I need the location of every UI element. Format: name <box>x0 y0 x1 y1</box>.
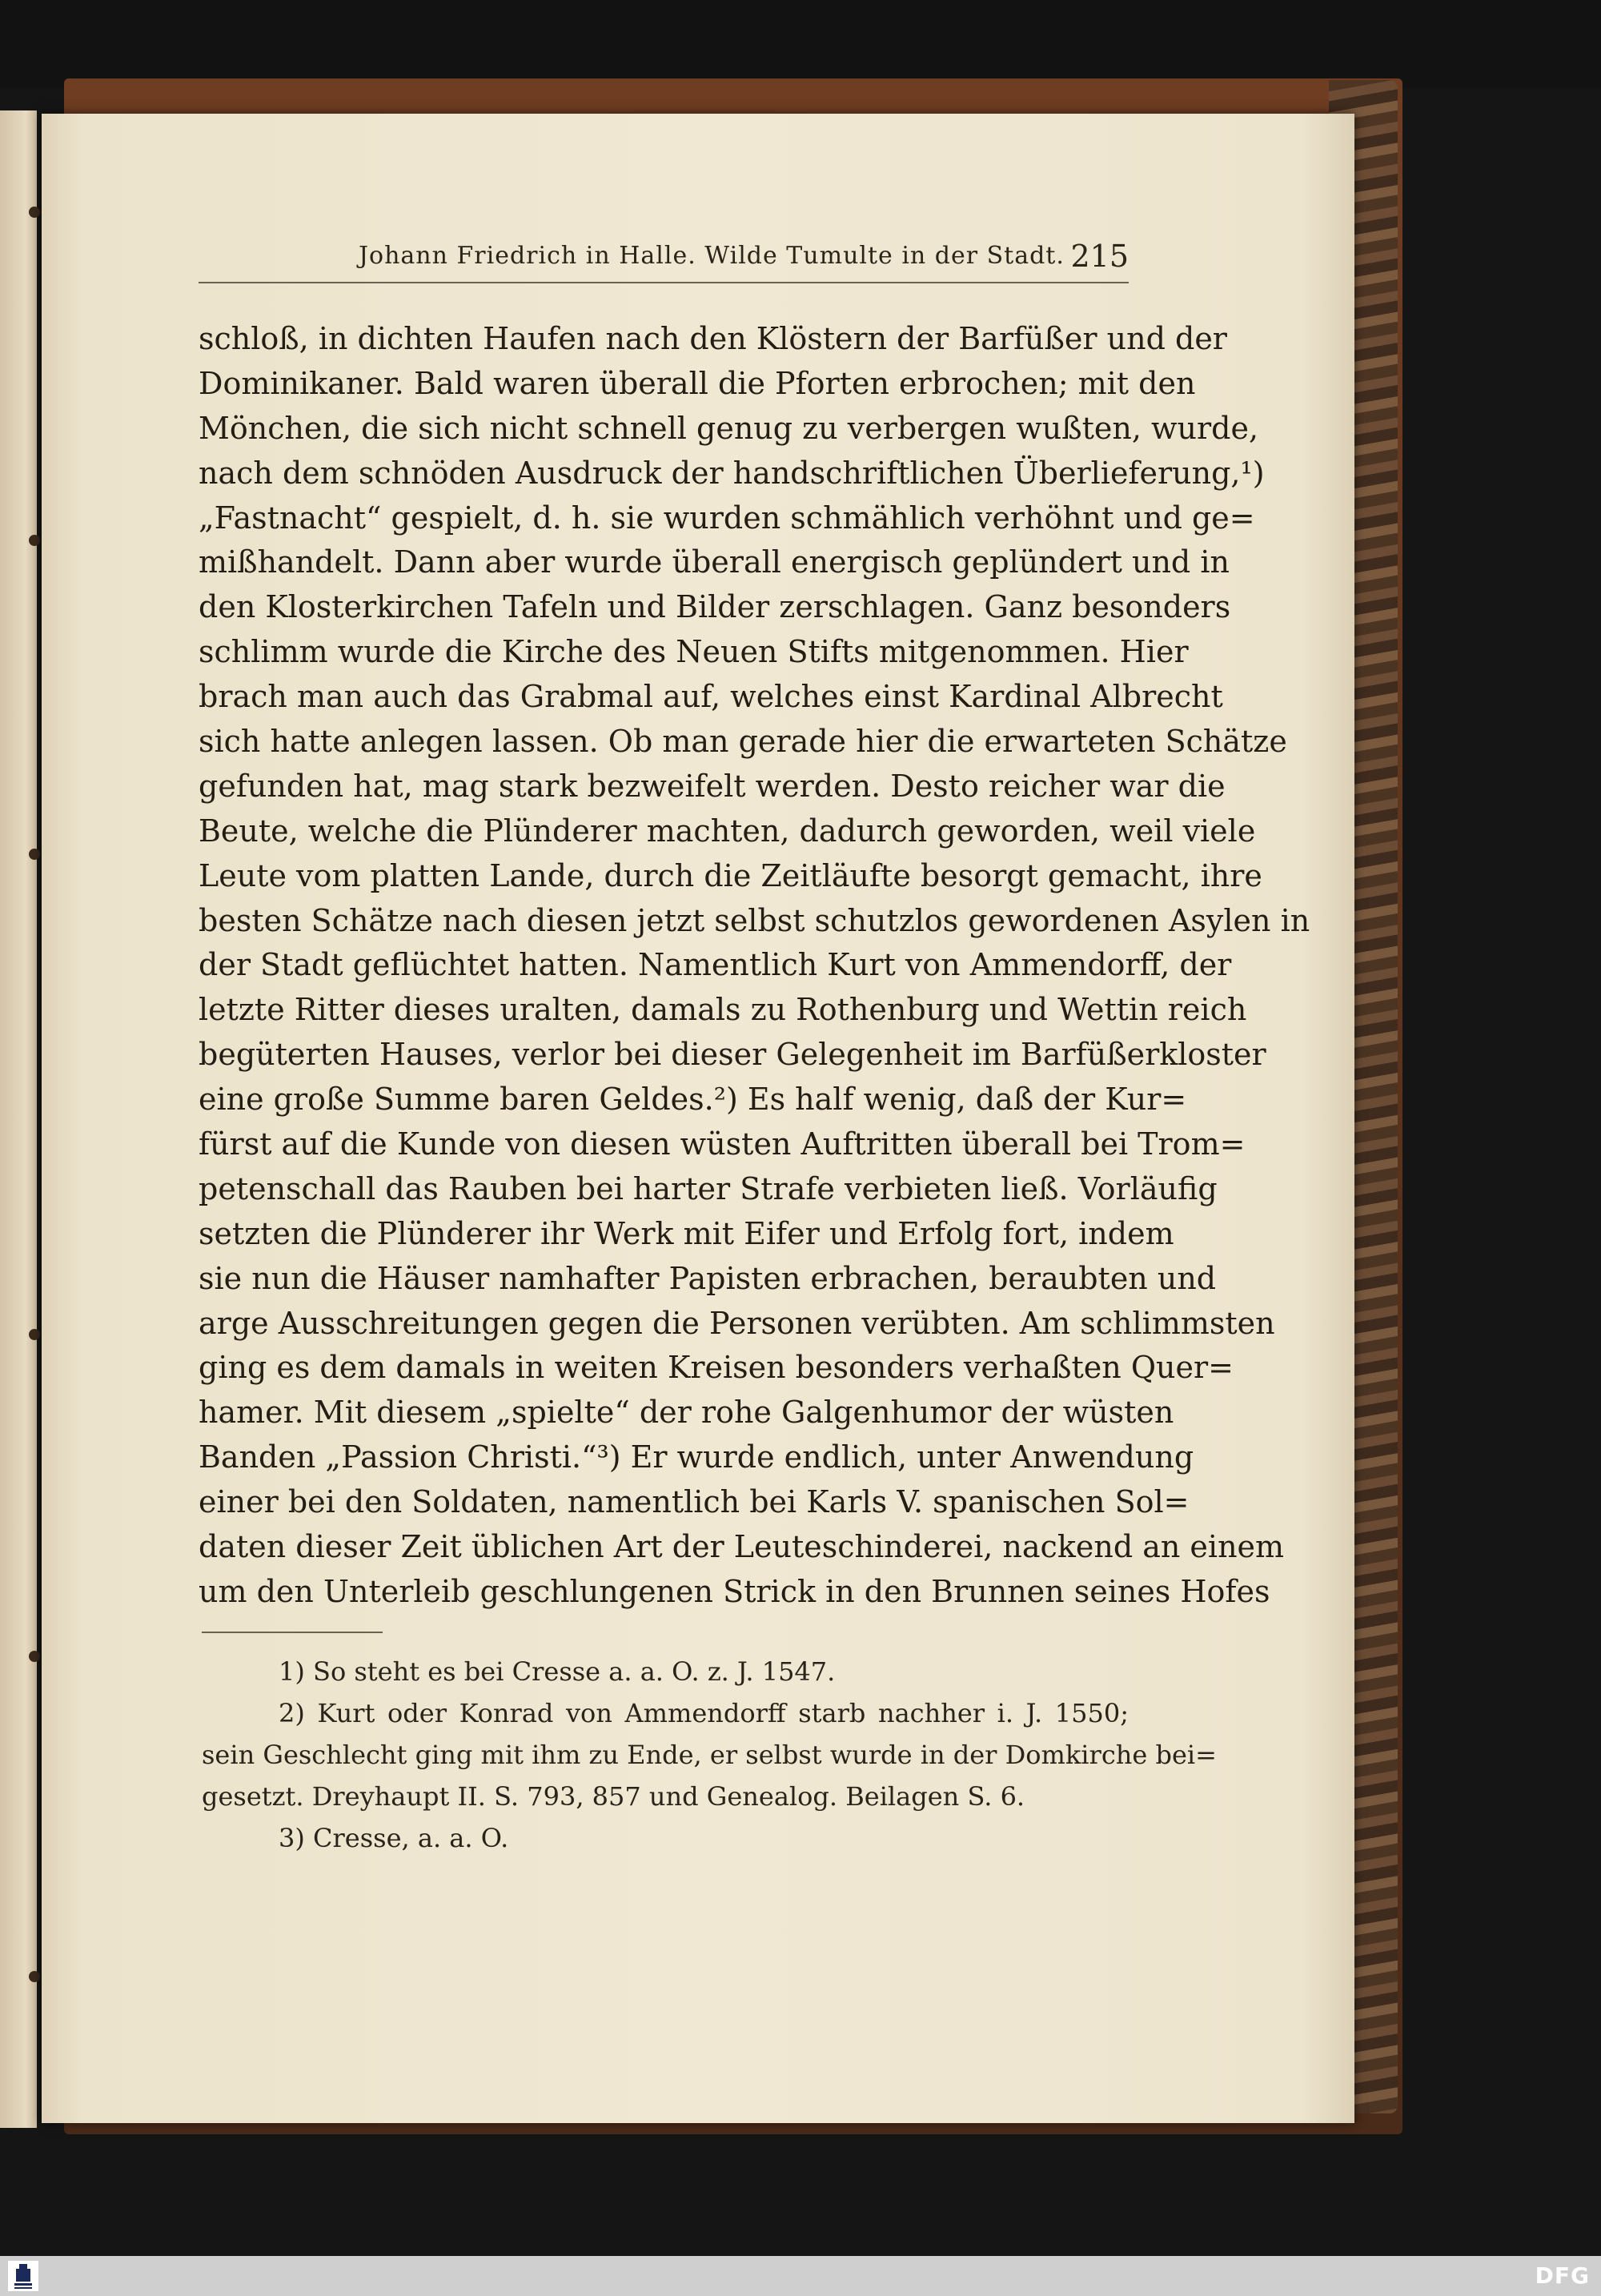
text-line: brach man auch das Grabmal auf, welches einst Kardinal Albrecht <box>199 679 1223 715</box>
text-line: Mönchen, die sich nicht schnell genug zu verbergen wußten, wurde, <box>199 410 1259 446</box>
text-line: hamer. Mit diesem „spielte“ der rohe Galgenhumor der wüsten <box>199 1395 1174 1431</box>
binding-pin <box>29 1651 40 1662</box>
binding-pin <box>29 1329 40 1340</box>
binding-pin <box>29 535 40 546</box>
running-title: Johann Friedrich in Halle. Wilde Tumulte in der Stadt. <box>359 242 1065 270</box>
text-line: daten dieser Zeit üblichen Art der Leuteschinderei, nackend an einem <box>199 1529 1285 1565</box>
text-line: den Klosterkirchen Tafeln und Bilder zerschlagen. Ganz besonders <box>199 589 1231 625</box>
header-rule <box>199 282 1129 283</box>
footnote-rule <box>202 1632 383 1633</box>
facing-page-edge <box>0 110 37 2128</box>
text-line: letzte Ritter dieses uralten, damals zu Rothenburg und Wettin reich <box>199 992 1247 1028</box>
footnote-3: 3) Cresse, a. a. O. <box>279 1823 509 1853</box>
text-line: nach dem schnöden Ausdruck der handschriftlichen Überlieferung,¹) <box>199 455 1265 491</box>
text-line: schlimm wurde die Kirche des Neuen Stifts mitgenommen. Hier <box>199 634 1189 670</box>
footnote-2-continued: gesetzt. Dreyhaupt II. S. 793, 857 und Genealog. Beilagen S. 6. <box>202 1781 1025 1812</box>
text-line: schloß, in dichten Haufen nach den Klöstern der Barfüßer und der <box>199 321 1227 356</box>
text-line: petenschall das Rauben bei harter Strafe verbieten ließ. Vorläufig <box>199 1170 1218 1206</box>
binding-pin <box>29 207 40 218</box>
footnotes <box>202 1651 1217 1859</box>
text-line: ging es dem damals in weiten Kreisen besonders verhaßten Quer= <box>199 1350 1234 1386</box>
text-line: besten Schätze nach diesen jetzt selbst schutzlos gewordenen Asylen in <box>199 902 1310 938</box>
text-line: fürst auf die Kunde von diesen wüsten Auftritten überall bei Trom= <box>199 1126 1246 1162</box>
text-line: der Stadt geflüchtet hatten. Namentlich Kurt von Ammendorff, der <box>199 947 1232 983</box>
text-line: setzten die Plünderer ihr Werk mit Eifer und Erfolg fort, indem <box>199 1215 1174 1251</box>
footnote-1: 1) So steht es bei Cresse a. a. O. z. J. 1547. <box>279 1656 836 1687</box>
text-line: Banden „Passion Christi.“³) Er wurde endlich, unter Anwendung <box>199 1439 1194 1475</box>
body-text <box>199 317 1310 1615</box>
running-head <box>199 239 1129 280</box>
dfg-logo: DFG <box>1535 2262 1590 2289</box>
text-line: arge Ausschreitungen gegen die Personen verübten. Am schlimmsten <box>199 1305 1275 1341</box>
footnote-2-continued: sein Geschlecht ging mit ihm zu Ende, er selbst wurde in der Domkirche bei= <box>202 1740 1217 1770</box>
text-line: sie nun die Häuser namhafter Papisten erbrachen, beraubten und <box>199 1260 1217 1296</box>
text-line: mißhandelt. Dann aber wurde überall energisch geplündert und in <box>199 544 1230 580</box>
binding-pin <box>29 1971 40 1982</box>
text-line: begüterten Hauses, verlor bei dieser Gelegenheit im Barfüßerkloster <box>199 1037 1266 1073</box>
binding-pin <box>29 849 40 860</box>
text-line: einer bei den Soldaten, namentlich bei Karls V. spanischen Sol= <box>199 1484 1190 1520</box>
text-line: eine große Summe baren Geldes.²) Es half wenig, daß der Kur= <box>199 1082 1187 1118</box>
text-line: Beute, welche die Plünderer machten, dadurch geworden, weil viele <box>199 813 1256 849</box>
scan-background <box>0 0 1601 88</box>
text-line: gefunden hat, mag stark bezweifelt werden. Desto reicher war die <box>199 768 1226 804</box>
page-number: 215 <box>1070 239 1129 274</box>
text-line: um den Unterleib geschlungenen Strick in den Brunnen seines Hofes <box>199 1573 1270 1609</box>
text-line: Leute vom platten Lande, durch die Zeitläufte besorgt gemacht, ihre <box>199 857 1262 893</box>
text-line: Dominikaner. Bald waren überall die Pforten erbrochen; mit den <box>199 365 1196 401</box>
library-seal-icon <box>8 2261 38 2291</box>
footnote-2: 2) Kurt oder Konrad von Ammendorff starb nachher i. J. 1550; <box>279 1698 1129 1728</box>
text-line: sich hatte anlegen lassen. Ob man gerade hier die erwarteten Schätze <box>199 724 1287 760</box>
text-line: „Fastnacht“ gespielt, d. h. sie wurden schmählich verhöhnt und ge= <box>199 500 1255 536</box>
viewer-bottom-bar <box>0 2256 1601 2296</box>
